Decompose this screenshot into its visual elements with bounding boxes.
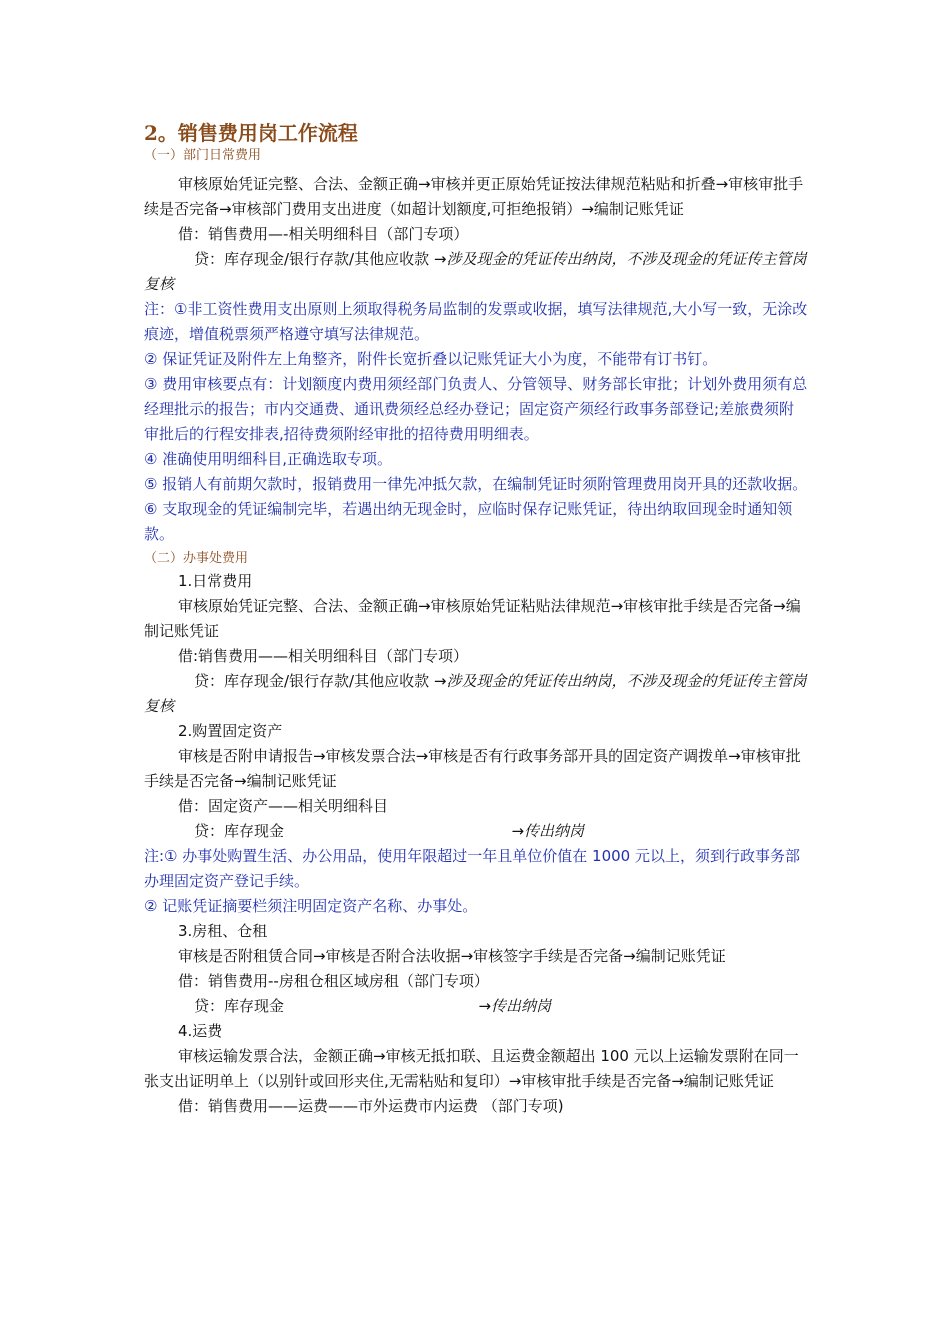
office-item3-flow: 审核是否附租赁合同→审核是否附合法收据→审核签字手续是否完备→编制记账凭证 bbox=[178, 947, 726, 965]
office-item1-credit-accounts: 贷：库存现金/银行存款/其他应收款 → bbox=[194, 672, 447, 690]
dept-note-6: ⑥ 支取现金的凭证编制完毕，若遇出纳无现金时，应临时保存记账凭证，待出纳取回现金时通知领款。 bbox=[144, 500, 793, 543]
office-item1-debit: 借:销售费用——相关明细科目（部门专项） bbox=[178, 647, 469, 665]
office-item1-credit bbox=[144, 669, 808, 719]
dept-note-1: 注：①非工资性费用支出原则上须取得税务局监制的发票或收据，填写法律规范,大小写一致，无涂改痕迹，增值税票须严格遵守填写法律规范。 bbox=[144, 300, 808, 343]
section-heading-dept: （一）部门日常费用 bbox=[144, 148, 262, 163]
office-item2-note-2: ② 记账凭证摘要栏须注明固定资产名称、办事处。 bbox=[144, 897, 478, 915]
office-item4-label: 4.运费 bbox=[178, 1022, 223, 1040]
document-body bbox=[144, 120, 808, 1119]
office-item3-label: 3.房租、仓租 bbox=[178, 922, 268, 940]
dept-note-2: ② 保证凭证及附件左上角整齐，附件长宽折叠以记账凭证大小为度，不能带有订书钉。 bbox=[144, 350, 718, 368]
office-item4-flow: 审核运输发票合法，金额正确→审核无抵扣联、且运费金额超出 100 元以上运输发票附在同一张支出证明单上（以别针或回形夹住,无需粘贴和复印）→审核审批手续是否完备→编制记账凭证 bbox=[144, 1047, 799, 1090]
office-item2-credit-accounts: 贷：库存现金 bbox=[194, 822, 285, 840]
office-item2-flow: 审核是否附申请报告→审核发票合法→审核是否有行政事务部开具的固定资产调拨单→审核审批手续是否完备→编制记账凭证 bbox=[144, 747, 801, 790]
office-item4-debit: 借：销售费用——运费——市外运费市内运费 （部门专项) bbox=[178, 1097, 564, 1115]
office-item2-credit-note: 传出纳岗 bbox=[524, 822, 585, 840]
page-title: 2。销售费用岗工作流程 bbox=[144, 121, 358, 145]
dept-credit-note: 涉及现金的凭证传出纳岗，不涉及现金的凭证传主管岗复核 bbox=[144, 250, 807, 293]
dept-debit-entry: 借：销售费用—-相关明细科目（部门专项） bbox=[178, 225, 469, 243]
office-item1-label: 1.日常费用 bbox=[178, 572, 253, 590]
office-item2-label: 2.购置固定资产 bbox=[178, 722, 283, 740]
office-item1-flow: 审核原始凭证完整、合法、金额正确→审核原始凭证粘贴法律规范→审核审批手续是否完备→编制记账凭证 bbox=[144, 597, 801, 640]
office-item3-credit-note: 传出纳岗 bbox=[491, 997, 552, 1015]
dept-flow-paragraph: 审核原始凭证完整、合法、金额正确→审核并更正原始凭证按法律规范粘贴和折叠→审核审批手续是否完备→审核部门费用支出进度（如超计划额度,可拒绝报销）→编制记账凭证 bbox=[144, 175, 804, 218]
section-heading-office: （二）办事处费用 bbox=[144, 551, 249, 566]
office-item2-credit-arrow: → bbox=[511, 822, 525, 840]
office-item2-credit bbox=[144, 819, 808, 844]
office-item3-debit: 借：销售费用--房租仓租区域房租（部门专项） bbox=[178, 972, 489, 990]
office-item3-credit-accounts: 贷：库存现金 bbox=[194, 997, 285, 1015]
office-item1-credit-note: 涉及现金的凭证传出纳岗，不涉及现金的凭证传主管岗复核 bbox=[144, 672, 807, 715]
dept-note-4: ④ 准确使用明细科目,正确选取专项。 bbox=[144, 450, 392, 468]
office-item2-debit: 借：固定资产——相关明细科目 bbox=[178, 797, 389, 815]
dept-note-3: ③ 费用审核要点有：计划额度内费用须经部门负责人、分管领导、财务部长审批；计划外费用须有总经理批示的报告；市内交通费、通讯费须经总经办登记；固定资产须经行政事务部登记;差旅费须附审批后的行程安排表,招待费须附经审批的招待费用明细表。 bbox=[144, 375, 808, 443]
office-item3-credit-arrow: → bbox=[478, 997, 492, 1015]
dept-credit-entry bbox=[144, 247, 808, 297]
dept-note-5: ⑤ 报销人有前期欠款时，报销费用一律先冲抵欠款，在编制凭证时须附管理费用岗开具的还款收据。 bbox=[144, 475, 808, 493]
dept-credit-accounts: 贷：库存现金/银行存款/其他应收款 → bbox=[194, 250, 447, 268]
office-item3-credit bbox=[144, 994, 808, 1019]
office-item2-note-1: 注:① 办事处购置生活、办公用品，使用年限超过一年且单位价值在 1000 元以上，须到行政事务部办理固定资产登记手续。 bbox=[144, 847, 800, 890]
